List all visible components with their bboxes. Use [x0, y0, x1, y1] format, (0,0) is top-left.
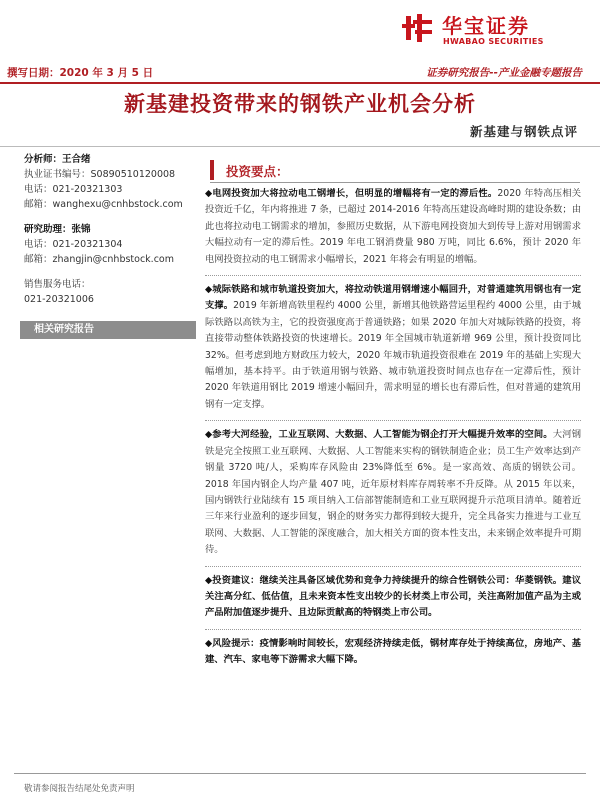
brand-name-cn: 华宝证券	[442, 14, 530, 38]
hwabao-logo-icon	[402, 12, 434, 44]
report-date: 撰写日期：2020 年 3 月 5 日	[7, 67, 154, 79]
point-divider	[205, 420, 581, 421]
brand-name-en: HWABAO SECURITIES	[443, 37, 544, 46]
disclaimer-note: 敬请参阅报告结尾处免责声明	[24, 784, 135, 794]
assistant-phone: 电话：021-20321304	[24, 239, 123, 250]
point-paragraph	[205, 636, 581, 669]
title-divider	[0, 146, 600, 147]
analyst-name: 分析师：王合绪	[24, 154, 91, 165]
report-meta-bar	[0, 62, 600, 82]
point-heading: ◆投资建议：继续关注具备区域优势和竞争力持续提升的综合性钢铁公司：华菱钢铁。建议关注高分红、低估值，且未来资本性支出较少的长材类上市公司，关注高附加值产品为主或产品附加值逐步提升、且边际贡献高的特钢类上市公司。	[205, 574, 581, 619]
analyst-phone: 电话：021-20321303	[24, 184, 123, 195]
section-underline	[210, 182, 580, 183]
point-heading: ◆城际铁路和城市轨道投资加大，将拉动铁道用钢增速小幅回升，对普通建筑用钢也有一定支撑。	[205, 284, 581, 312]
point-paragraph	[205, 186, 581, 268]
report-title: 新基建投资带来的钢铁产业机会分析	[124, 91, 476, 116]
point-divider	[205, 566, 581, 567]
footer-divider	[14, 773, 586, 774]
author-sidebar	[24, 152, 196, 339]
point-text: 2020 年特高压相关投资近千亿，年内将推进 7 条，已超过 2014-2016 年特高压建设高峰时期的建设条数；由此也将拉动电工钢需求的增加，参照历史数据，从下游电网投资加大到传导上游对用钢需求大幅拉动有一定的滞后性。2019 年电工钢消费量 980 万吨，同比 6.6%，预计 2020 年电网投资拉动的电工钢需求小幅增长，2021 年将会有明显的增幅。	[205, 188, 581, 265]
point-heading: ◆风险提示：疫情影响时间较长，宏观经济持续走低，钢材库存处于持续高位，房地产、基建、汽车、家电等下游需求大幅下降。	[205, 637, 581, 666]
assistant-name: 研究助理：张锦	[24, 224, 91, 235]
analyst-email[interactable]: 邮箱：wanghexu@cnhbstock.com	[24, 199, 183, 210]
sales-label: 销售服务电话：	[24, 279, 91, 290]
investment-points-body	[205, 186, 581, 669]
point-heading: ◆电网投资加大将拉动电工钢增长，但明显的增幅将有一定的滞后性。	[205, 188, 498, 199]
investment-points-label: 投资要点：	[226, 164, 289, 179]
point-heading: ◆参考大河经验，工业互联网、大数据、人工智能为钢企打开大幅提升效率的空间。	[205, 429, 553, 441]
point-paragraph	[205, 573, 581, 622]
assistant-email[interactable]: 邮箱：zhangjin@cnhbstock.com	[24, 254, 174, 265]
point-divider	[205, 275, 581, 276]
point-paragraph	[205, 282, 581, 413]
point-paragraph	[205, 427, 581, 558]
investment-points-header	[210, 160, 580, 182]
brand-header	[402, 10, 572, 54]
header-divider	[0, 82, 600, 84]
sales-phone: 021-20321006	[24, 294, 94, 305]
related-reports-header: 相关研究报告	[20, 321, 196, 339]
report-subtitle: 新基建与钢铁点评	[469, 124, 578, 139]
point-divider	[205, 629, 581, 630]
point-text: 2019 年新增高铁里程约 4000 公里，新增其他铁路营运里程约 4000 公里，由于城际铁路以高铁为主，它的投资强度高于普通铁路；如果 2020 年加大对城际铁路的投资，将直接带动整体铁路投资的快速增长。2019 年全国城市轨道新增 969 公里，预计投资同比 32%。但考虑到地方财政压力较大，2020 年城市轨道投资很难在 2019 年的基础上实现大幅增加，基本持平。由于铁道用钢与铁路、城市轨道投资时间点也存在一定滞后性，预计 2020 年铁道用钢比 2019 增速小幅回升，需求明显的增长也有滞后性，但对普通的建筑用钢有一定支撑。	[205, 300, 581, 410]
analyst-cert: 执业证书编号：S0890510120008	[24, 169, 176, 180]
point-text: 大河钢铁是完全按照工业互联网、大数据、人工智能来实构的钢铁制造企业；员工生产效率达到产钢量 3720 吨/人，采购库存风险由 23%降低至 6%。是一家高效、高质的钢铁公司。2018 年国内钢企人均产量 407 吨，近年原材料库存周转率不升反降。从 2015 年以来，国内钢铁行业陆续有 15 项目纳入工信部智能制造和工业互联网提升示范项目清单。随着近三年来行业盈利的逐步回复，钢企的财务实力都得到较大提升，完全具备实力推进与工业互联网、大数据、人工智能的深度融合，加大相关方面的资本性支出，未来钢企效率提升可期待。	[205, 429, 581, 556]
report-category: 证券研究报告--产业金融专题报告	[426, 67, 582, 79]
section-marker	[210, 160, 214, 180]
